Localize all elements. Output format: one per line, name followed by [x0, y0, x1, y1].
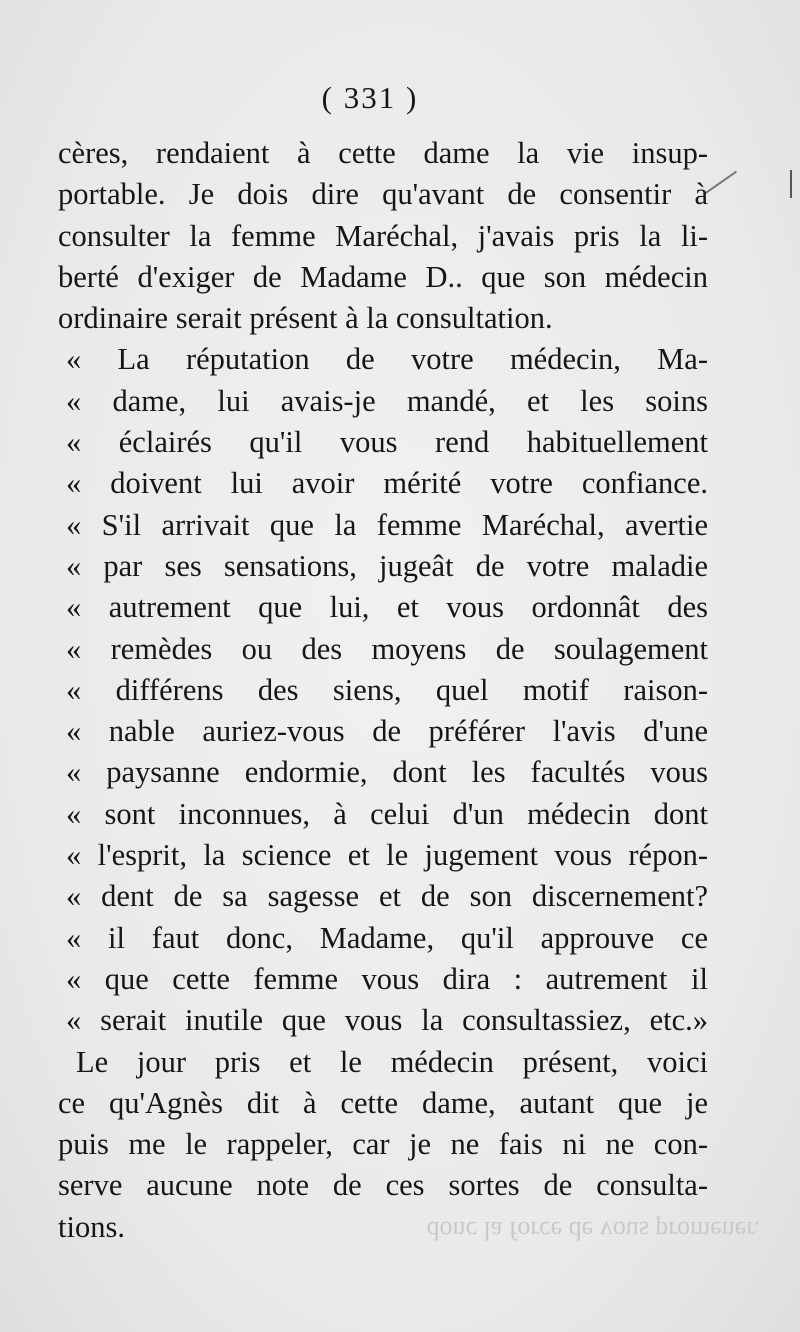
- quote-line: « que cette femme vous dira : autrement il: [66, 961, 708, 996]
- quote-line: « l'esprit, la science et le jugement vous répon-: [66, 838, 708, 873]
- bleed-through-text: donc la force de vous promener.: [426, 1216, 760, 1245]
- page-edge-mark: [790, 170, 792, 198]
- quote-line: « remèdes ou des moyens de soulagement: [66, 631, 708, 666]
- quote-line: « différens des siens, quel motif raison-: [66, 672, 708, 707]
- page-crease: [703, 171, 737, 196]
- quote-line: « il faut donc, Madame, qu'il approuve ce: [66, 920, 708, 955]
- text-line: portable. Je dois dire qu'avant de consentir à: [58, 177, 708, 212]
- text-line: ce qu'Agnès dit à cette dame, autant que je: [58, 1085, 708, 1120]
- text-line: puis me le rappeler, car je ne fais ni ne con-: [58, 1127, 708, 1162]
- text-line: serve aucune note de ces sortes de consulta-: [58, 1168, 708, 1203]
- text-line: Le jour pris et le médecin présent, voici: [76, 1044, 708, 1079]
- quoted-letter: [58, 339, 708, 1041]
- quote-line: « dame, lui avais-je mandé, et les soins: [66, 383, 708, 418]
- quote-line: « doivent lui avoir mérité votre confiance.: [66, 466, 708, 501]
- text-line: ordinaire serait présent à la consultation.: [58, 301, 553, 336]
- quote-line: « La réputation de votre médecin, Ma-: [66, 342, 708, 377]
- quote-line: « dent de sa sagesse et de son discernement?: [66, 879, 708, 914]
- quote-line: « par ses sensations, jugeât de votre maladie: [66, 548, 708, 583]
- quote-line: « sont inconnues, à celui d'un médecin dont: [66, 796, 708, 831]
- text-line: cères, rendaient à cette dame la vie insup-: [58, 136, 708, 170]
- quote-line: « nable auriez-vous de préférer l'avis d'une: [66, 714, 708, 749]
- text-line: consulter la femme Maréchal, j'avais pris la li-: [58, 218, 708, 253]
- quote-line: « éclairés qu'il vous rend habituellement: [66, 425, 708, 460]
- page-number: ( 331 ): [321, 80, 419, 115]
- quote-line: « S'il arrivait que la femme Maréchal, avertie: [66, 507, 708, 542]
- quote-line: « autrement que lui, et vous ordonnât des: [66, 590, 708, 625]
- quote-line: « paysanne endormie, dont les facultés vous: [66, 755, 708, 790]
- text-line: berté d'exiger de Madame D.. que son médecin: [58, 259, 708, 294]
- text-line: tions.: [58, 1209, 125, 1244]
- opening-paragraph: [58, 133, 708, 339]
- quote-line: « serait inutile que vous la consultassiez, etc.»: [66, 1003, 708, 1038]
- body-text: [58, 133, 708, 1248]
